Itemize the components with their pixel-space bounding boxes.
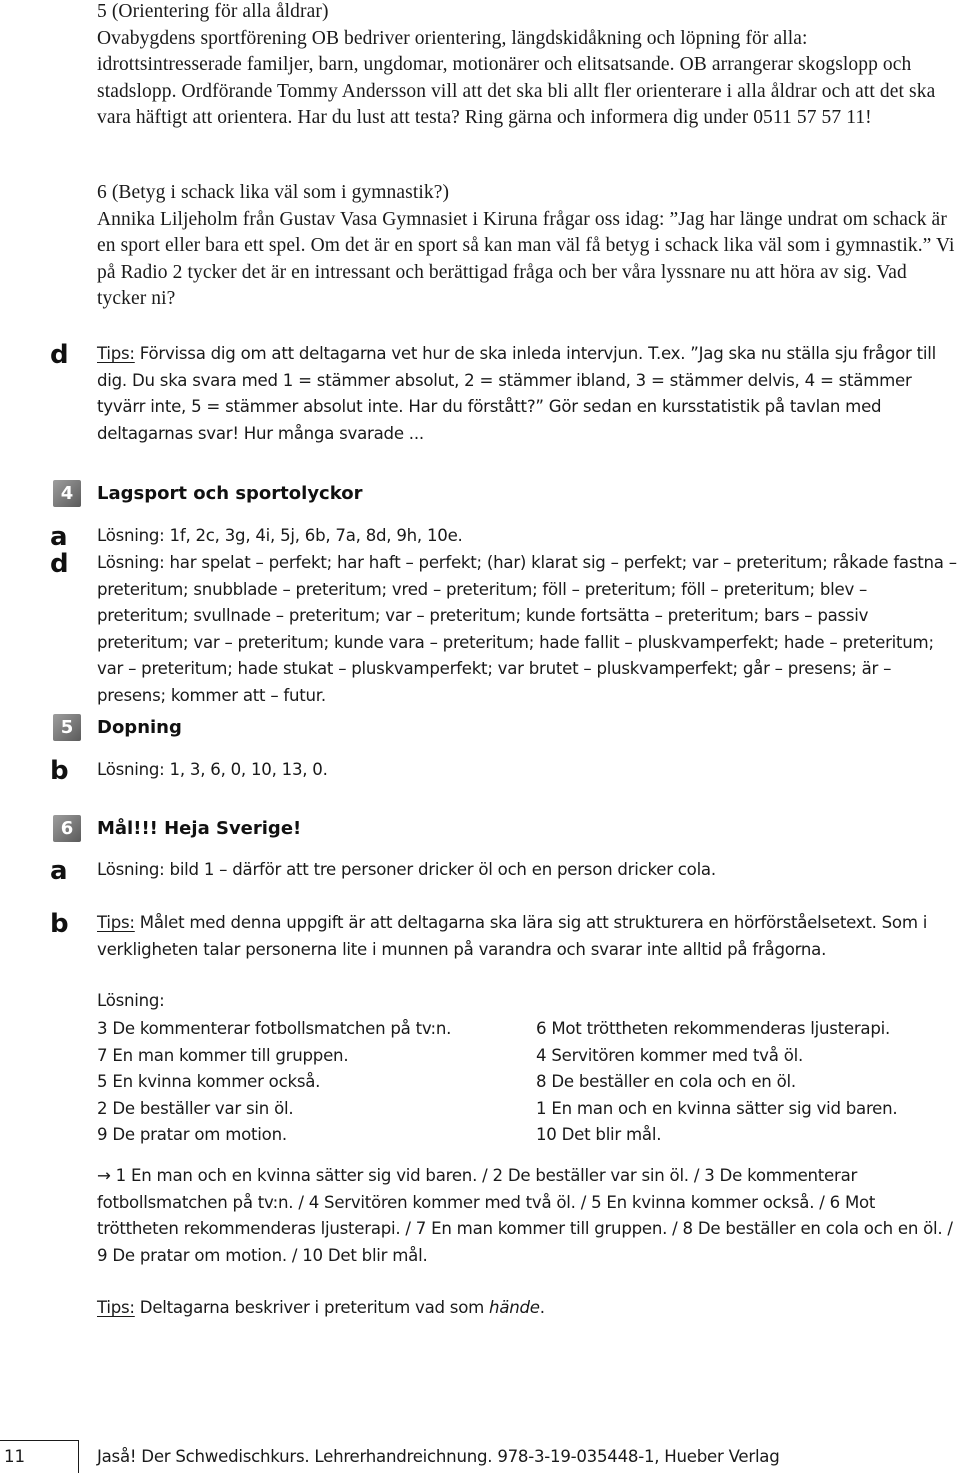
tips-text: Målet med denna uppgift är att deltagarna ska lära sig att strukturera en hörförståelsetext. Som i verkligheten talar personerna lite i munnen på varandra och svarar inte alltid på frågorna.: [97, 913, 928, 959]
solution-columns: [97, 1016, 957, 1156]
right-column: [536, 1016, 897, 1149]
exercise-letter-d-icon: d: [50, 340, 69, 370]
exercise-letter-b-icon: b: [50, 756, 69, 786]
tips-paragraph: [97, 1295, 957, 1322]
tips-paragraph: [97, 910, 957, 963]
unit-number-badge: 5: [53, 714, 81, 741]
section-body: Ovabygdens sportförening OB bedriver orientering, längdskidåkning och löpning för alla: idrottsintresserade familjer, barn, ungdomar, motionärer och elitsatsande. OB arrangerar skogslopp och stadslopp. Ordförande Tommy Andersson vill att det ska bli allt fler orienterare i alla åldrar och att det ska vara häftigt att orientera. Har du lust att testa? Ring gärna och informera dig under 0511 57 57 11!: [97, 27, 936, 128]
unit-number-badge: 6: [53, 815, 81, 842]
tips-end: .: [539, 1298, 545, 1317]
tips-label: Tips:: [97, 344, 135, 363]
order-text: 1 En man och en kvinna sätter sig vid baren. / 2 De beställer var sin öl. / 3 De kommenterar fotbollsmatchen på tv:n. / 4 Servitören kommer med två öl. / 5 En kvinna kommer också. / 6 Mot tröttheten rekommenderas ljusterapi. / 7 En man kommer till gruppen. / 8 De beställer en cola och en öl. / 9 De pratar om motion. / 10 Det blir mål.: [97, 1166, 953, 1265]
order-paragraph: [97, 1163, 957, 1269]
tips-text: Deltagarna beskriver i preteritum vad som: [134, 1298, 490, 1317]
list-item: 4 Servitören kommer med två öl.: [536, 1045, 803, 1065]
unit-heading: Dopning: [97, 717, 182, 738]
list-item: 10 Det blir mål.: [536, 1125, 662, 1144]
exercise-letter-a-icon: a: [50, 856, 68, 886]
section-body: Annika Liljeholm från Gustav Vasa Gymnasiet i Kiruna frågar oss idag: ”Jag har länge undrat om schack är en sport eller bara ett spel. Om det är en sport så kan man väl få betyg i schack lika väl som i gymnastik.” Vi på Radio 2 tycker det är en intressant och berättigad fråga och ber våra lyssnare nu att höra av sig. Vad tycker ni?: [97, 208, 955, 309]
footer-vertical-divider: [78, 1440, 79, 1473]
list-item: 9 De pratar om motion.: [97, 1125, 287, 1144]
exercise-letter-d-icon: d: [50, 549, 69, 579]
list-item: 6 Mot tröttheten rekommenderas ljusterapi.: [536, 1019, 890, 1038]
section-title: 5 (Orientering för alla åldrar): [97, 1, 329, 22]
unit-number-badge: 4: [53, 480, 81, 507]
tips-label: Tips:: [97, 913, 135, 932]
exercise-letter-a-icon: a: [50, 522, 68, 552]
section-title: 6 (Betyg i schack lika väl som i gymnastik?): [97, 182, 450, 203]
footer-text: Jaså! Der Schwedischkurs. Lehrerhandreichnung. 978-3-19-035448-1, Hueber Verlag: [97, 1447, 780, 1466]
unit-heading: Mål!!! Heja Sverige!: [97, 818, 302, 839]
tips-text: Förvissa dig om att deltagarna vet hur de ska inleda intervjun. T.ex. ”Jag ska nu ställa sju frågor till dig. Du ska svara med 1 = stämmer absolut, 2 = stämmer ibland, 3 = stämmer delvis, 4 = stämmer tyvärr inte, 5 = stämmer absolut inte. Har du förstått?” Gör sedan en kursstatistik på tavlan med deltagarnas svar! Hur många svarade ...: [97, 344, 936, 443]
solution-text: Lösning: 1, 3, 6, 0, 10, 13, 0.: [97, 760, 328, 779]
solution-label: Lösning:: [97, 991, 165, 1010]
arrow-icon: →: [97, 1166, 111, 1185]
tips-label: Tips:: [97, 1298, 135, 1317]
solution-text: Lösning: 1f, 2c, 3g, 4i, 5j, 6b, 7a, 8d, 9h, 10e.: [97, 526, 463, 545]
solution-text: Lösning: bild 1 – därför att tre personer dricker öl och en person dricker cola.: [97, 860, 716, 879]
list-item: 1 En man och en kvinna sätter sig vid baren.: [536, 1098, 898, 1118]
list-item: 2 De beställer var sin öl.: [97, 1098, 294, 1118]
list-item: 5 En kvinna kommer också.: [97, 1072, 321, 1091]
left-column: [97, 1016, 451, 1149]
solution-text: Lösning: har spelat – perfekt; har haft – perfekt; (har) klarat sig – perfekt; var – preteritum; råkade fastna – preteritum; snubblade – preteritum; vred – preteritum; föll – preteritum; föll – preteritum; blev – preteritum; svullnade – preteritum; var – preteritum; kunde fortsätta – preteritum; bars – passiv preteritum; var – preteritum; kunde vara – preteritum; hade fallit – pluskvamperfekt; hade – preteritum; var – preteritum; hade stukat – pluskvamperfekt; var brutet – pluskvamperfekt; går – presens; är – presens; kommer att – futur.: [97, 553, 957, 705]
footer-divider: [0, 1440, 78, 1441]
unit-heading: Lagsport och sportolyckor: [97, 483, 363, 504]
list-item: 8 De beställer en cola och en öl.: [536, 1072, 796, 1091]
page-number: 11: [4, 1447, 26, 1466]
tips-paragraph: [97, 341, 957, 447]
tips-emphasis: hände: [489, 1298, 540, 1317]
list-item: 7 En man kommer till gruppen.: [97, 1045, 349, 1065]
list-item: 3 De kommenterar fotbollsmatchen på tv:n.: [97, 1019, 452, 1038]
exercise-letter-b-icon: b: [50, 909, 69, 939]
radio-section-schack: [97, 180, 957, 313]
radio-section-orientering: [97, 0, 957, 132]
